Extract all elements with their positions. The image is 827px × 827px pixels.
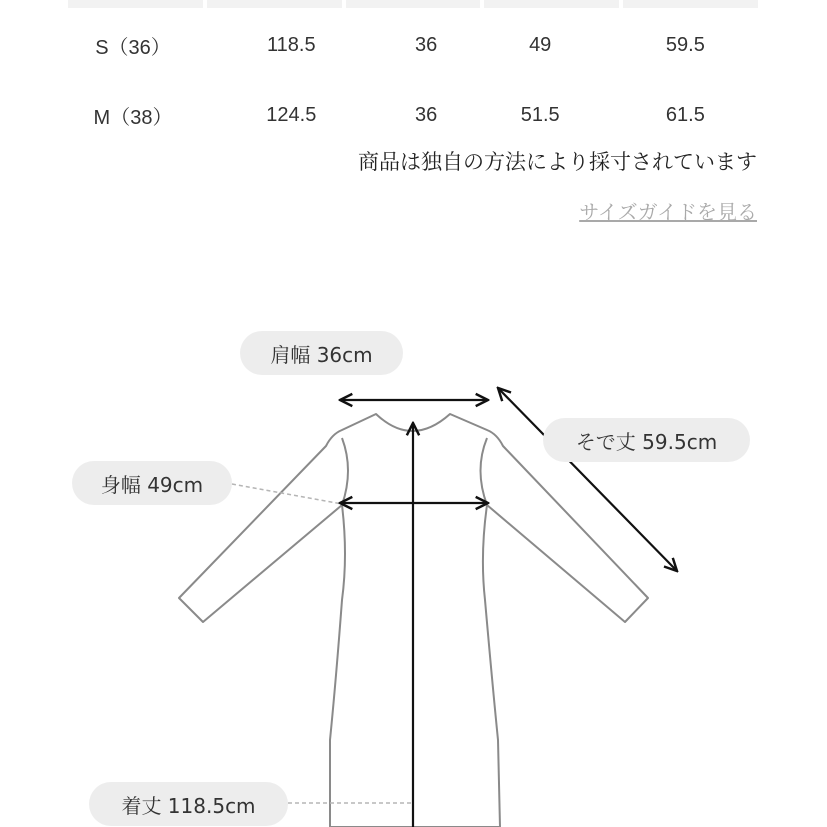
body-width-cell: 51.5 bbox=[520, 103, 560, 126]
sleeve-cell: 59.5 bbox=[665, 33, 705, 56]
body-width-cell: 49 bbox=[529, 33, 552, 56]
size-cell: M（38） bbox=[93, 106, 173, 129]
shoulder-label: 肩幅 36cm bbox=[240, 331, 403, 375]
body-width-label: 身幅 49cm bbox=[72, 461, 232, 505]
shoulder-cell: 36 bbox=[415, 33, 438, 56]
size-cell: S（36） bbox=[95, 36, 171, 59]
sleeve-cell: 61.5 bbox=[665, 103, 705, 126]
size-guide-link[interactable]: サイズガイドを見る bbox=[579, 200, 757, 224]
sleeve-label: そで丈 59.5cm bbox=[543, 418, 750, 462]
shoulder-cell: 36 bbox=[415, 103, 438, 126]
length-label: 着丈 118.5cm bbox=[89, 782, 288, 826]
sleeve-arrow bbox=[498, 388, 677, 571]
measurement-note: 商品は独自の方法により採寸されています bbox=[358, 150, 757, 174]
length-cell: 124.5 bbox=[266, 103, 317, 126]
length-cell: 118.5 bbox=[267, 33, 316, 56]
